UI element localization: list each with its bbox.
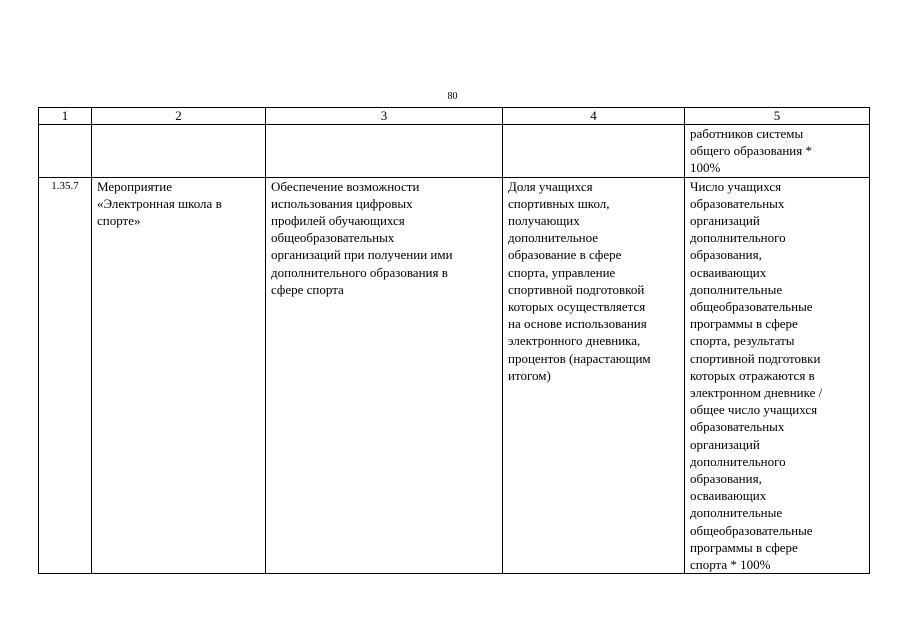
header-col-1: 1 <box>39 108 92 125</box>
continuation-cell-3 <box>266 125 503 178</box>
continuation-text: работников системы общего образования * 100% <box>690 126 812 176</box>
page-number: 80 <box>447 91 458 102</box>
continuation-cell-5 <box>685 125 870 178</box>
row-number-cell <box>39 177 92 574</box>
goal-cell <box>266 177 503 574</box>
event-name-cell <box>92 177 266 574</box>
header-col-5: 5 <box>685 108 870 125</box>
header-row <box>39 108 870 125</box>
formula-text: Число учащихся образовательных организаций дополнительного образования, осваивающих дополнительные общеобразовательные программы в сфере спорта, результаты спортивной подготовки которых отражаются в электронном дневнике / общее число учащихся образовательных организаций дополнительного образования, осваивающих дополнительные общеобразовательные программы в сфере спорта * 100% <box>690 178 823 573</box>
formula-cell <box>685 177 870 574</box>
event-name: Мероприятие «Электронная школа в спорте» <box>97 178 222 229</box>
header-col-3: 3 <box>266 108 503 125</box>
row-number: 1.35.7 <box>51 179 79 192</box>
table-row <box>39 177 870 574</box>
continuation-cell-1 <box>39 125 92 178</box>
indicators-table <box>38 107 870 574</box>
header-col-4: 4 <box>503 108 685 125</box>
continuation-cell-2 <box>92 125 266 178</box>
goal-text: Обеспечение возможности использования цифровых профилей обучающихся общеобразовательных организаций при получении ими дополнительного образования в сфере спорта <box>271 178 453 297</box>
continuation-cell-4 <box>503 125 685 178</box>
indicator-cell <box>503 177 685 574</box>
indicator-text: Доля учащихся спортивных школ, получающих дополнительное образование в сфере спорта, управление спортивной подготовкой которых осуществляется на основе использования электронного дневника, процентов (нарастающим итогом) <box>508 178 651 383</box>
header-col-2: 2 <box>92 108 266 125</box>
continuation-row <box>39 125 870 178</box>
